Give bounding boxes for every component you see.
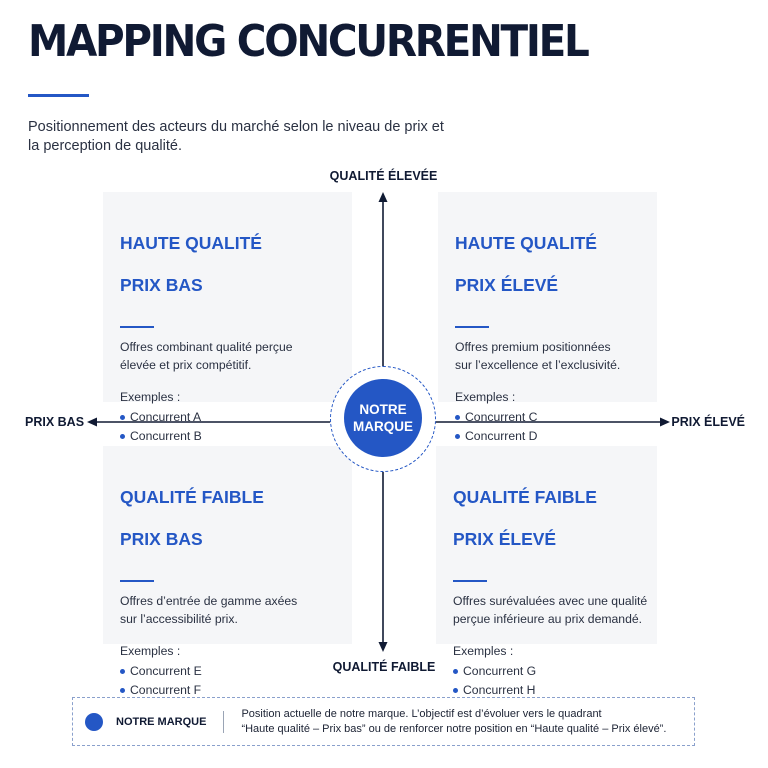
- legend-text-line: “Haute qualité – Prix bas” ou de renforcer notre position en “Haute qualité – Prix élevé”.: [241, 722, 667, 735]
- quadrant-title-line: QUALITÉ FAIBLE: [453, 487, 597, 507]
- quadrant-title-line: PRIX ÉLEVÉ: [455, 275, 559, 295]
- quadrant-description-line: Offres premium positionnées: [455, 340, 611, 354]
- page-subtitle: Positionnement des acteurs du marché selon le niveau de prix et la perception de qualité.: [28, 119, 444, 154]
- legend-text: [241, 707, 666, 737]
- list-item: Concurrent G: [453, 662, 641, 681]
- quadrant-description-line: sur l’excellence et l’exclusivité.: [455, 358, 621, 372]
- quadrant-description-line: Offres combinant qualité perçue: [120, 340, 293, 354]
- quadrant-description-line: sur l’accessibilité prix.: [120, 612, 238, 626]
- examples-label: Exemples :: [455, 390, 516, 404]
- quadrant-description-line: Offres surévaluées avec une qualité: [453, 594, 648, 608]
- legend-divider: [223, 711, 224, 733]
- quadrant-title-line: QUALITÉ FAIBLE: [120, 487, 264, 507]
- legend-text-line: Position actuelle de notre marque. L’objectif est d’évoluer vers le quadrant: [241, 707, 602, 720]
- arrow-right-icon: [660, 418, 670, 427]
- legend-label: NOTRE MARQUE: [116, 715, 207, 728]
- axis-label-high-price: PRIX ÉLEVÉ: [671, 415, 745, 429]
- axis-label-high-quality: QUALITÉ ÉLEVÉE: [329, 169, 438, 183]
- axis-label-low-price: PRIX BAS: [25, 415, 85, 429]
- legend-dot-icon: [85, 713, 103, 731]
- quadrant-description-line: perçue inférieure au prix demandé.: [453, 612, 643, 626]
- quadrant-title-line: PRIX ÉLEVÉ: [453, 529, 557, 549]
- arrow-down-icon: [379, 642, 388, 652]
- quadrant-title-line: HAUTE QUALITÉ: [455, 233, 597, 253]
- brand-marker-line: NOTRE: [359, 402, 407, 417]
- list-item: Concurrent A: [120, 408, 336, 427]
- quadrant-description-line: Offres d’entrée de gamme axées: [120, 594, 298, 608]
- list-item: Concurrent D: [455, 427, 641, 446]
- axis-label-low-quality: QUALITÉ FAIBLE: [332, 660, 436, 674]
- examples-label: Exemples :: [120, 644, 181, 658]
- list-item: Concurrent C: [455, 408, 641, 427]
- quadrant-title-line: PRIX BAS: [120, 529, 203, 549]
- quadrant-title-line: HAUTE QUALITÉ: [120, 233, 262, 253]
- list-item: Concurrent B: [120, 427, 336, 446]
- arrow-left-icon: [87, 418, 97, 427]
- list-item: Concurrent F: [120, 681, 336, 700]
- examples-label: Exemples :: [453, 644, 514, 658]
- legend: [72, 697, 695, 746]
- list-item: Concurrent H: [453, 681, 641, 700]
- quadrant-description-line: élevée et prix compétitif.: [120, 358, 252, 372]
- brand-marker-line: MARQUE: [353, 419, 413, 434]
- list-item: Concurrent E: [120, 662, 336, 681]
- brand-position-marker: [344, 379, 422, 457]
- arrow-up-icon: [379, 192, 388, 202]
- page-title: MAPPING CONCURRENTIEL: [28, 16, 588, 67]
- quadrant-title-line: PRIX BAS: [120, 275, 203, 295]
- examples-label: Exemples :: [120, 390, 181, 404]
